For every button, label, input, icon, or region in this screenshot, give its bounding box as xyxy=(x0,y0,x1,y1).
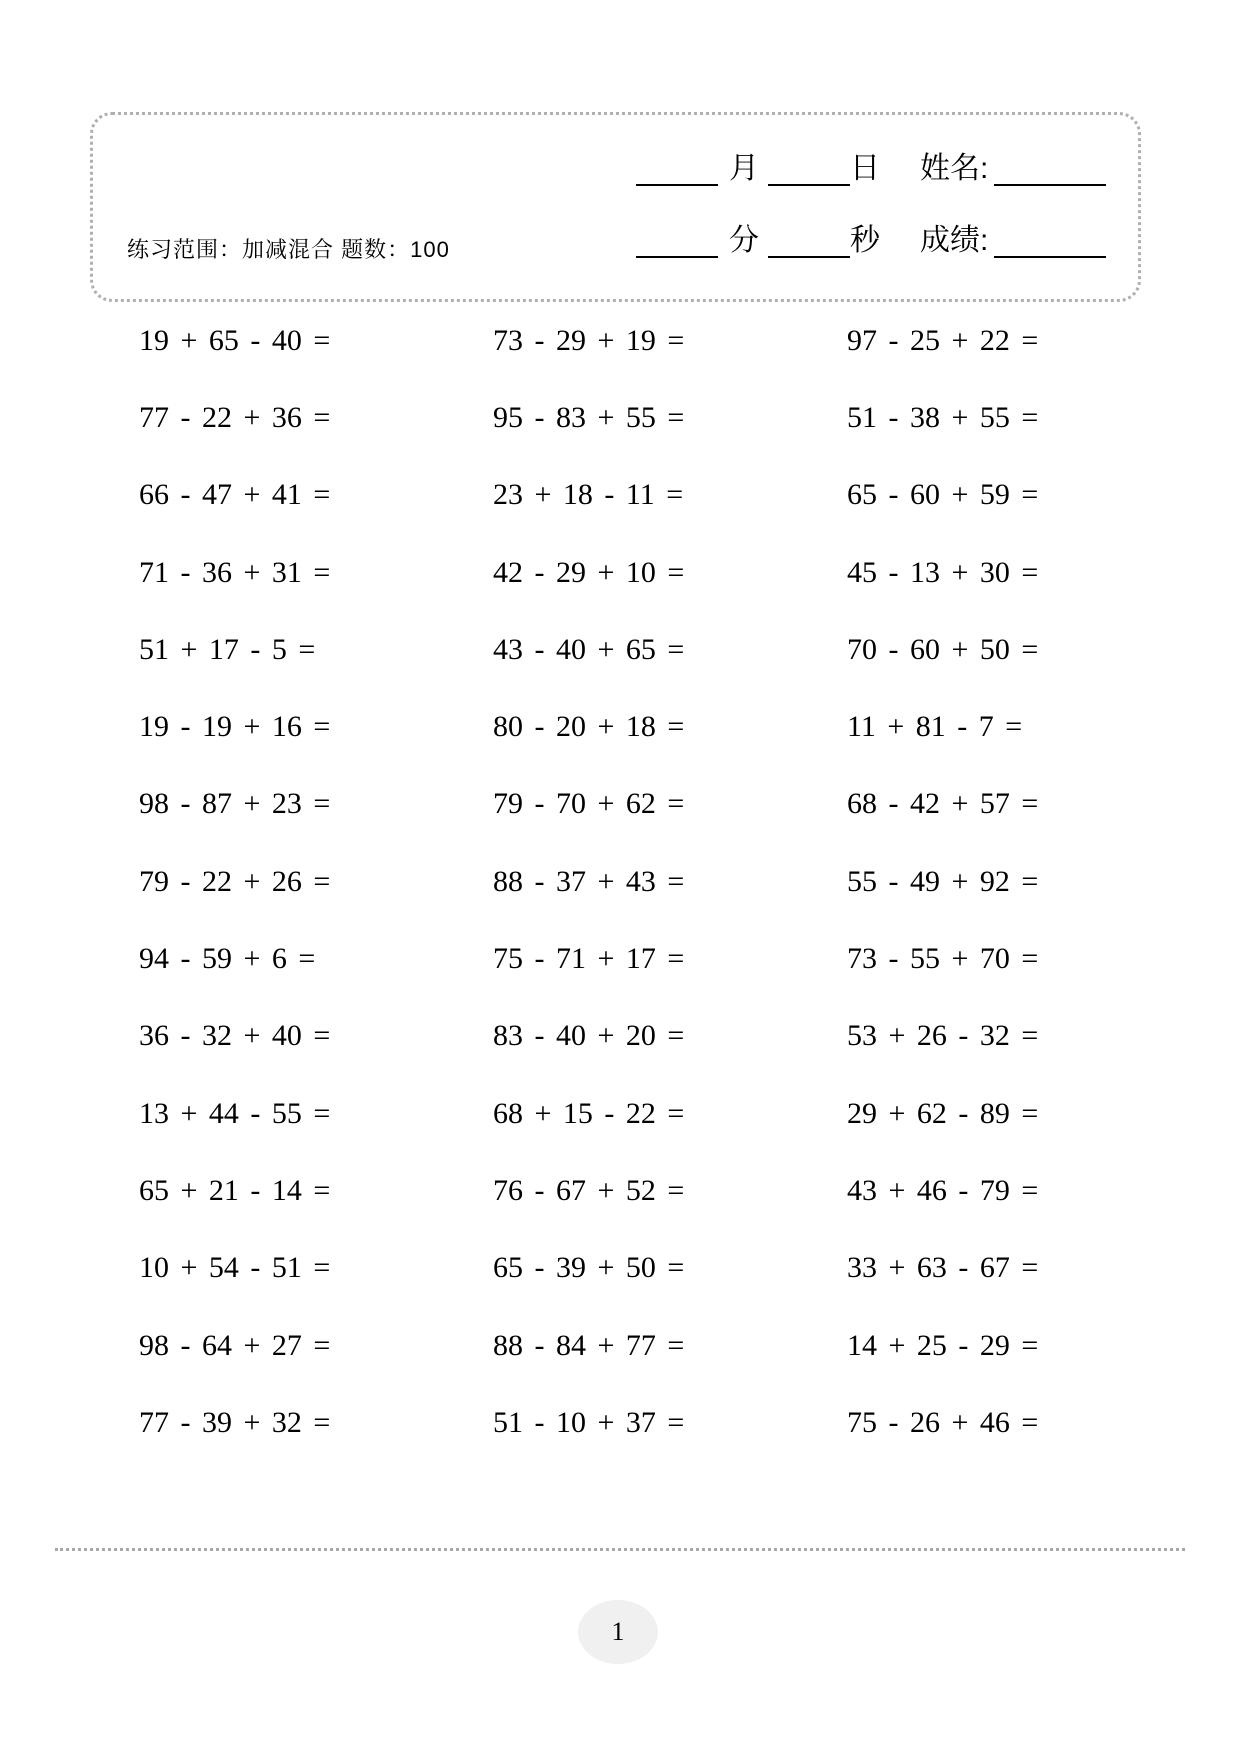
problem: 43 + 46 - 79 = xyxy=(847,1173,1039,1207)
minute-blank-line xyxy=(636,218,718,258)
problem: 77 - 39 + 32 = xyxy=(139,1405,331,1439)
problem: 11 + 81 - 7 = xyxy=(847,710,1023,744)
problem: 23 + 18 - 11 = xyxy=(493,478,684,512)
problem: 36 - 32 + 40 = xyxy=(139,1019,331,1053)
problem: 73 - 55 + 70 = xyxy=(847,942,1039,976)
problem: 75 - 71 + 17 = xyxy=(493,942,685,976)
problem: 10 + 54 - 51 = xyxy=(139,1251,331,1285)
time-score-row xyxy=(636,218,1106,258)
problem: 73 - 29 + 19 = xyxy=(493,323,685,357)
problem: 14 + 25 - 29 = xyxy=(847,1328,1039,1362)
problem: 45 - 13 + 30 = xyxy=(847,555,1039,589)
problem: 65 - 60 + 59 = xyxy=(847,478,1039,512)
problem: 29 + 62 - 89 = xyxy=(847,1096,1039,1130)
problem: 51 + 17 - 5 = xyxy=(139,632,316,666)
day-label: 日 xyxy=(850,152,880,185)
problem: 95 - 83 + 55 = xyxy=(493,400,685,434)
problem: 80 - 20 + 18 = xyxy=(493,710,685,744)
second-blank-line xyxy=(768,218,850,258)
header-box xyxy=(90,112,1141,302)
problem: 71 - 36 + 31 = xyxy=(139,555,331,589)
problem: 75 - 26 + 46 = xyxy=(847,1405,1039,1439)
minute-label: 分 xyxy=(729,224,759,257)
problem: 51 - 38 + 55 = xyxy=(847,400,1039,434)
day-blank-line xyxy=(768,146,850,186)
problem: 88 - 84 + 77 = xyxy=(493,1328,685,1362)
name-label: 姓名: xyxy=(920,152,989,185)
problem: 53 + 26 - 32 = xyxy=(847,1019,1039,1053)
problem: 77 - 22 + 36 = xyxy=(139,400,331,434)
fill-in-block xyxy=(636,146,1106,290)
problem: 83 - 40 + 20 = xyxy=(493,1019,685,1053)
problem: 76 - 67 + 52 = xyxy=(493,1173,685,1207)
score-label: 成绩: xyxy=(920,224,989,257)
problem: 70 - 60 + 50 = xyxy=(847,632,1039,666)
problem: 68 + 15 - 22 = xyxy=(493,1096,685,1130)
month-blank-line xyxy=(636,146,718,186)
problem: 42 - 29 + 10 = xyxy=(493,555,685,589)
month-label: 月 xyxy=(729,152,759,185)
problem: 51 - 10 + 37 = xyxy=(493,1405,685,1439)
problem: 19 - 19 + 16 = xyxy=(139,710,331,744)
dashed-separator xyxy=(55,1548,1185,1551)
problem: 98 - 64 + 27 = xyxy=(139,1328,331,1362)
problem-grid xyxy=(139,302,1127,1461)
problem: 68 - 42 + 57 = xyxy=(847,787,1039,821)
problem: 98 - 87 + 23 = xyxy=(139,787,331,821)
date-name-row xyxy=(636,146,1106,186)
problem: 33 + 63 - 67 = xyxy=(847,1251,1039,1285)
second-label: 秒 xyxy=(850,224,880,257)
score-blank-line xyxy=(994,218,1106,258)
problem: 79 - 22 + 26 = xyxy=(139,864,331,898)
problem: 65 - 39 + 50 = xyxy=(493,1251,685,1285)
problem: 79 - 70 + 62 = xyxy=(493,787,685,821)
problem: 55 - 49 + 92 = xyxy=(847,864,1039,898)
problem: 13 + 44 - 55 = xyxy=(139,1096,331,1130)
problem: 19 + 65 - 40 = xyxy=(139,323,331,357)
page-number: 1 xyxy=(611,1617,625,1646)
problem: 43 - 40 + 65 = xyxy=(493,632,685,666)
practice-range-label: 练习范围：加减混合 题数：100 xyxy=(127,237,450,262)
problem: 88 - 37 + 43 = xyxy=(493,864,685,898)
problem: 97 - 25 + 22 = xyxy=(847,323,1039,357)
page-number-badge xyxy=(578,1600,658,1664)
problem: 94 - 59 + 6 = xyxy=(139,942,316,976)
problem: 66 - 47 + 41 = xyxy=(139,478,331,512)
name-blank-line xyxy=(994,146,1106,186)
problem: 65 + 21 - 14 = xyxy=(139,1173,331,1207)
